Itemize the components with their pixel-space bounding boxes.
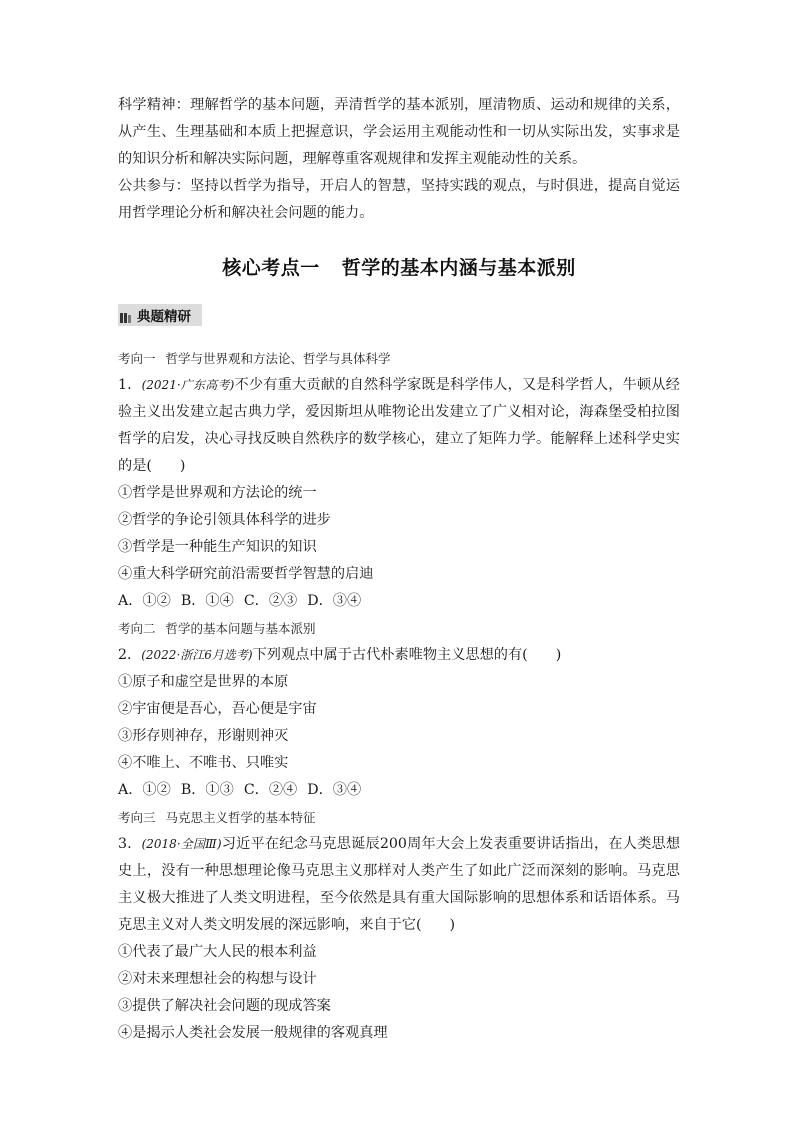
question-option: ②哲学的争论引领具体科学的进步 — [118, 512, 331, 528]
question-option: ②宇宙便是吾心，吾心便是宇宙 — [118, 701, 317, 717]
question-option: ①原子和虚空是世界的本原 — [118, 674, 289, 690]
question-item — [118, 642, 680, 804]
subhead-banner — [118, 303, 680, 327]
book-icon — [120, 309, 132, 321]
answer-choices: A．①② B．①③ C．②④ D．③④ — [118, 782, 362, 798]
section-title — [118, 255, 680, 281]
question-option: ①代表了最广大人民的根本利益 — [118, 944, 317, 960]
question-stem: 3．(2018·全国Ⅲ)习近平在纪念马克思诞辰200周年大会上发表重要讲话指出，在人类思想史上，没有一种思想理论像马克思主义那样对人类产生了如此广泛而深刻的影响。马克思主义极大推进了人类文明进程，至今依然是具有重大国际影响的思想体系和话语体系。马克思主义对人类文明发展的深远影响，来自于它( ) — [118, 836, 681, 933]
question-stem: 2．(2022·浙江6月选考)下列观点中属于古代朴素唯物主义思想的有( ) — [118, 647, 562, 663]
direction-heading: 考向三 马克思主义哲学的基本特征 — [118, 810, 316, 825]
question-stem: 1．(2021·广东高考)不少有重大贡献的自然科学家既是科学伟人，又是科学哲人，牛顿从经验主义出发建立起古典力学，爱因斯坦从唯物论出发建立了广义相对论，海森堡受柏拉图哲学的启发，决心寻找反映自然秩序的数学核心，建立了矩阵力学。能解释上述科学史实的是( ) — [118, 377, 680, 474]
question-item — [118, 372, 680, 615]
question-option: ③提供了解决社会问题的现成答案 — [118, 998, 331, 1014]
intro-block — [118, 92, 680, 227]
question-option: ④是揭示人类社会发展一般规律的客观真理 — [118, 1025, 388, 1041]
document-page — [118, 92, 680, 1047]
science-spirit-paragraph: 科学精神：理解哲学的基本问题，弄清哲学的基本派别，厘清物质、运动和规律的关系，从产生、生理基础和本质上把握意识，学会运用主观能动性和一切从实际出发，实事求是的知识分析和解决实际问题，理解尊重客观规律和发挥主观能动性的关系。 — [118, 97, 680, 167]
subhead-label: 典题精研 — [137, 309, 191, 325]
section-title-number: 核心考点一 — [222, 257, 320, 279]
direction-heading: 考向一 哲学与世界观和方法论、哲学与具体科学 — [118, 351, 391, 366]
question-option: ③形存则神存，形谢则神灭 — [118, 728, 289, 744]
direction-heading: 考向二 哲学的基本问题与基本派别 — [118, 621, 316, 636]
question-option: ④重大科学研究前沿需要哲学智慧的启迪 — [118, 566, 374, 582]
question-option: ②对未来理想社会的构想与设计 — [118, 971, 317, 987]
section-title-text: 哲学的基本内涵与基本派别 — [341, 257, 576, 279]
answer-choices: A．①② B．①④ C．②③ D．③④ — [118, 593, 362, 609]
question-option: ③哲学是一种能生产知识的知识 — [118, 539, 317, 555]
question-item — [118, 831, 680, 1047]
question-option: ①哲学是世界观和方法论的统一 — [118, 485, 317, 501]
public-participation-paragraph: 公共参与：坚持以哲学为指导，开启人的智慧，坚持实践的观点，与时俱进，提高自觉运用哲学理论分析和解决社会问题的能力。 — [118, 178, 680, 221]
questions-list — [118, 345, 680, 1047]
question-option: ④不唯上、不唯书、只唯实 — [118, 755, 289, 771]
